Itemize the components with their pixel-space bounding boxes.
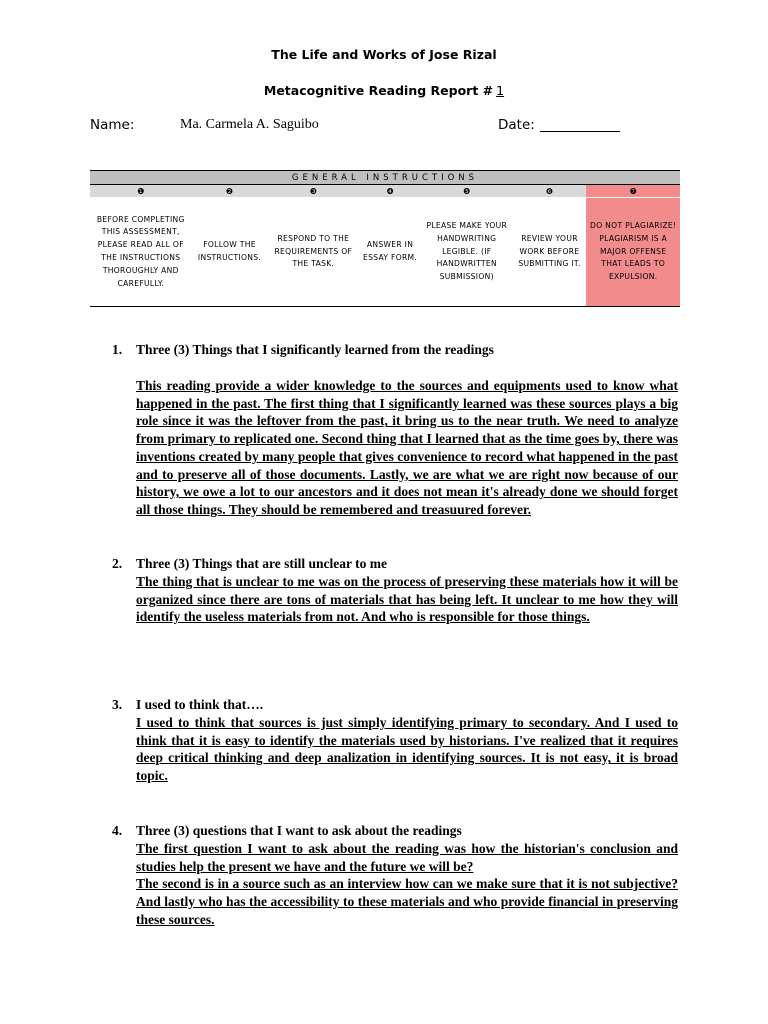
report-number: 1: [496, 83, 505, 98]
date-label: Date:: [498, 117, 535, 133]
instruction-numbers-row: [90, 185, 680, 198]
section-answer: I used to think that sources is just simply identifying primary to secondary. And I used to think that it is easy to identify the materials used by historians. I've realized that it requires deep critical thinking and deep analization in identifying sources. It is not easy, it is broad topic.: [136, 715, 678, 784]
report-title-text: Metacognitive Reading Report #: [263, 83, 494, 98]
name-value: Ma. Carmela A. Saguibo: [180, 117, 319, 132]
step-number: ❸: [267, 185, 359, 198]
section-number: 2.: [112, 556, 123, 571]
step-number: ❼: [586, 185, 680, 198]
instruction-step: ANSWER IN ESSAY FORM.: [359, 198, 421, 307]
instruction-step: PLEASE MAKE YOUR HANDWRITING LEGIBLE. (IF HANDWRITTEN SUBMISSION): [421, 198, 513, 307]
instruction-step-plagiarism: DO NOT PLAGIARIZE! PLAGIARISM IS A MAJOR OFFENSE THAT LEADS TO EXPULSION.: [586, 198, 680, 307]
course-title: The Life and Works of Jose Rizal: [271, 47, 497, 62]
report-title: [0, 83, 768, 98]
step-number: ❺: [421, 185, 513, 198]
step-number: ❶: [90, 185, 192, 198]
section-prompt: I used to think that….: [136, 697, 264, 712]
instruction-steps-row: [90, 198, 680, 307]
section-prompt: Three (3) questions that I want to ask about the readings: [136, 823, 462, 838]
answer-paragraph: The second is in a source such as an interview how can we make sure that it is not subjective? And lastly who has the accessibility to these materials and who provide financial in preserving these sources.: [136, 876, 678, 927]
section-number: 3.: [112, 697, 123, 712]
date-blank-line: [540, 131, 620, 132]
section-prompt: Three (3) Things that are still unclear to me: [136, 556, 387, 571]
section-number: 4.: [112, 823, 123, 838]
instruction-step: FOLLOW THE INSTRUCTIONS.: [192, 198, 268, 307]
step-number: ❷: [192, 185, 268, 198]
name-label: Name:: [90, 117, 135, 133]
step-number: ❻: [513, 185, 587, 198]
general-instructions-table: [90, 170, 680, 307]
section-prompt: Three (3) Things that I significantly learned from the readings: [136, 342, 494, 357]
instruction-step: RESPOND TO THE REQUIREMENTS OF THE TASK.: [267, 198, 359, 307]
instruction-step: BEFORE COMPLETING THIS ASSESSMENT, PLEASE READ ALL OF THE INSTRUCTIONS THOROUGHLY AND CAREFULLY.: [90, 198, 192, 307]
section-number: 1.: [112, 342, 123, 357]
section-answer: This reading provide a wider knowledge to the sources and equipments used to know what happened in the past. The first thing that I significantly learned was these sources plays a big role since it was the leftover from the past, it bring us to the near truth. We need to analyze from primary to replicated one. Second thing that I learned that as the time goes by, there was inventions created by many people that gives convenience to record what happened in the past and to preserve all of those documents. Lastly, we are what we are right now because of our history, we owe a lot to our ancestors and it does not mean it's already done we should forget all those things. They should be remembered and treasuured forever.: [136, 378, 678, 517]
name-date-row: [90, 117, 690, 137]
instruction-step: REVIEW YOUR WORK BEFORE SUBMITTING IT.: [513, 198, 587, 307]
step-number: ❹: [359, 185, 421, 198]
section-answer: [136, 840, 678, 929]
answer-paragraph: The first question I want to ask about the reading was how the historian's conclusion and studies help the present we have and the future we will be?: [136, 841, 678, 874]
section-answer: The thing that is unclear to me was on the process of preserving these materials how it will be organized since there are tons of materials that has being left. It unclear to me how they will identify the useless materials from not. And who is responsible for those things.: [136, 574, 678, 625]
instructions-heading: GENERAL INSTRUCTIONS: [90, 171, 680, 185]
